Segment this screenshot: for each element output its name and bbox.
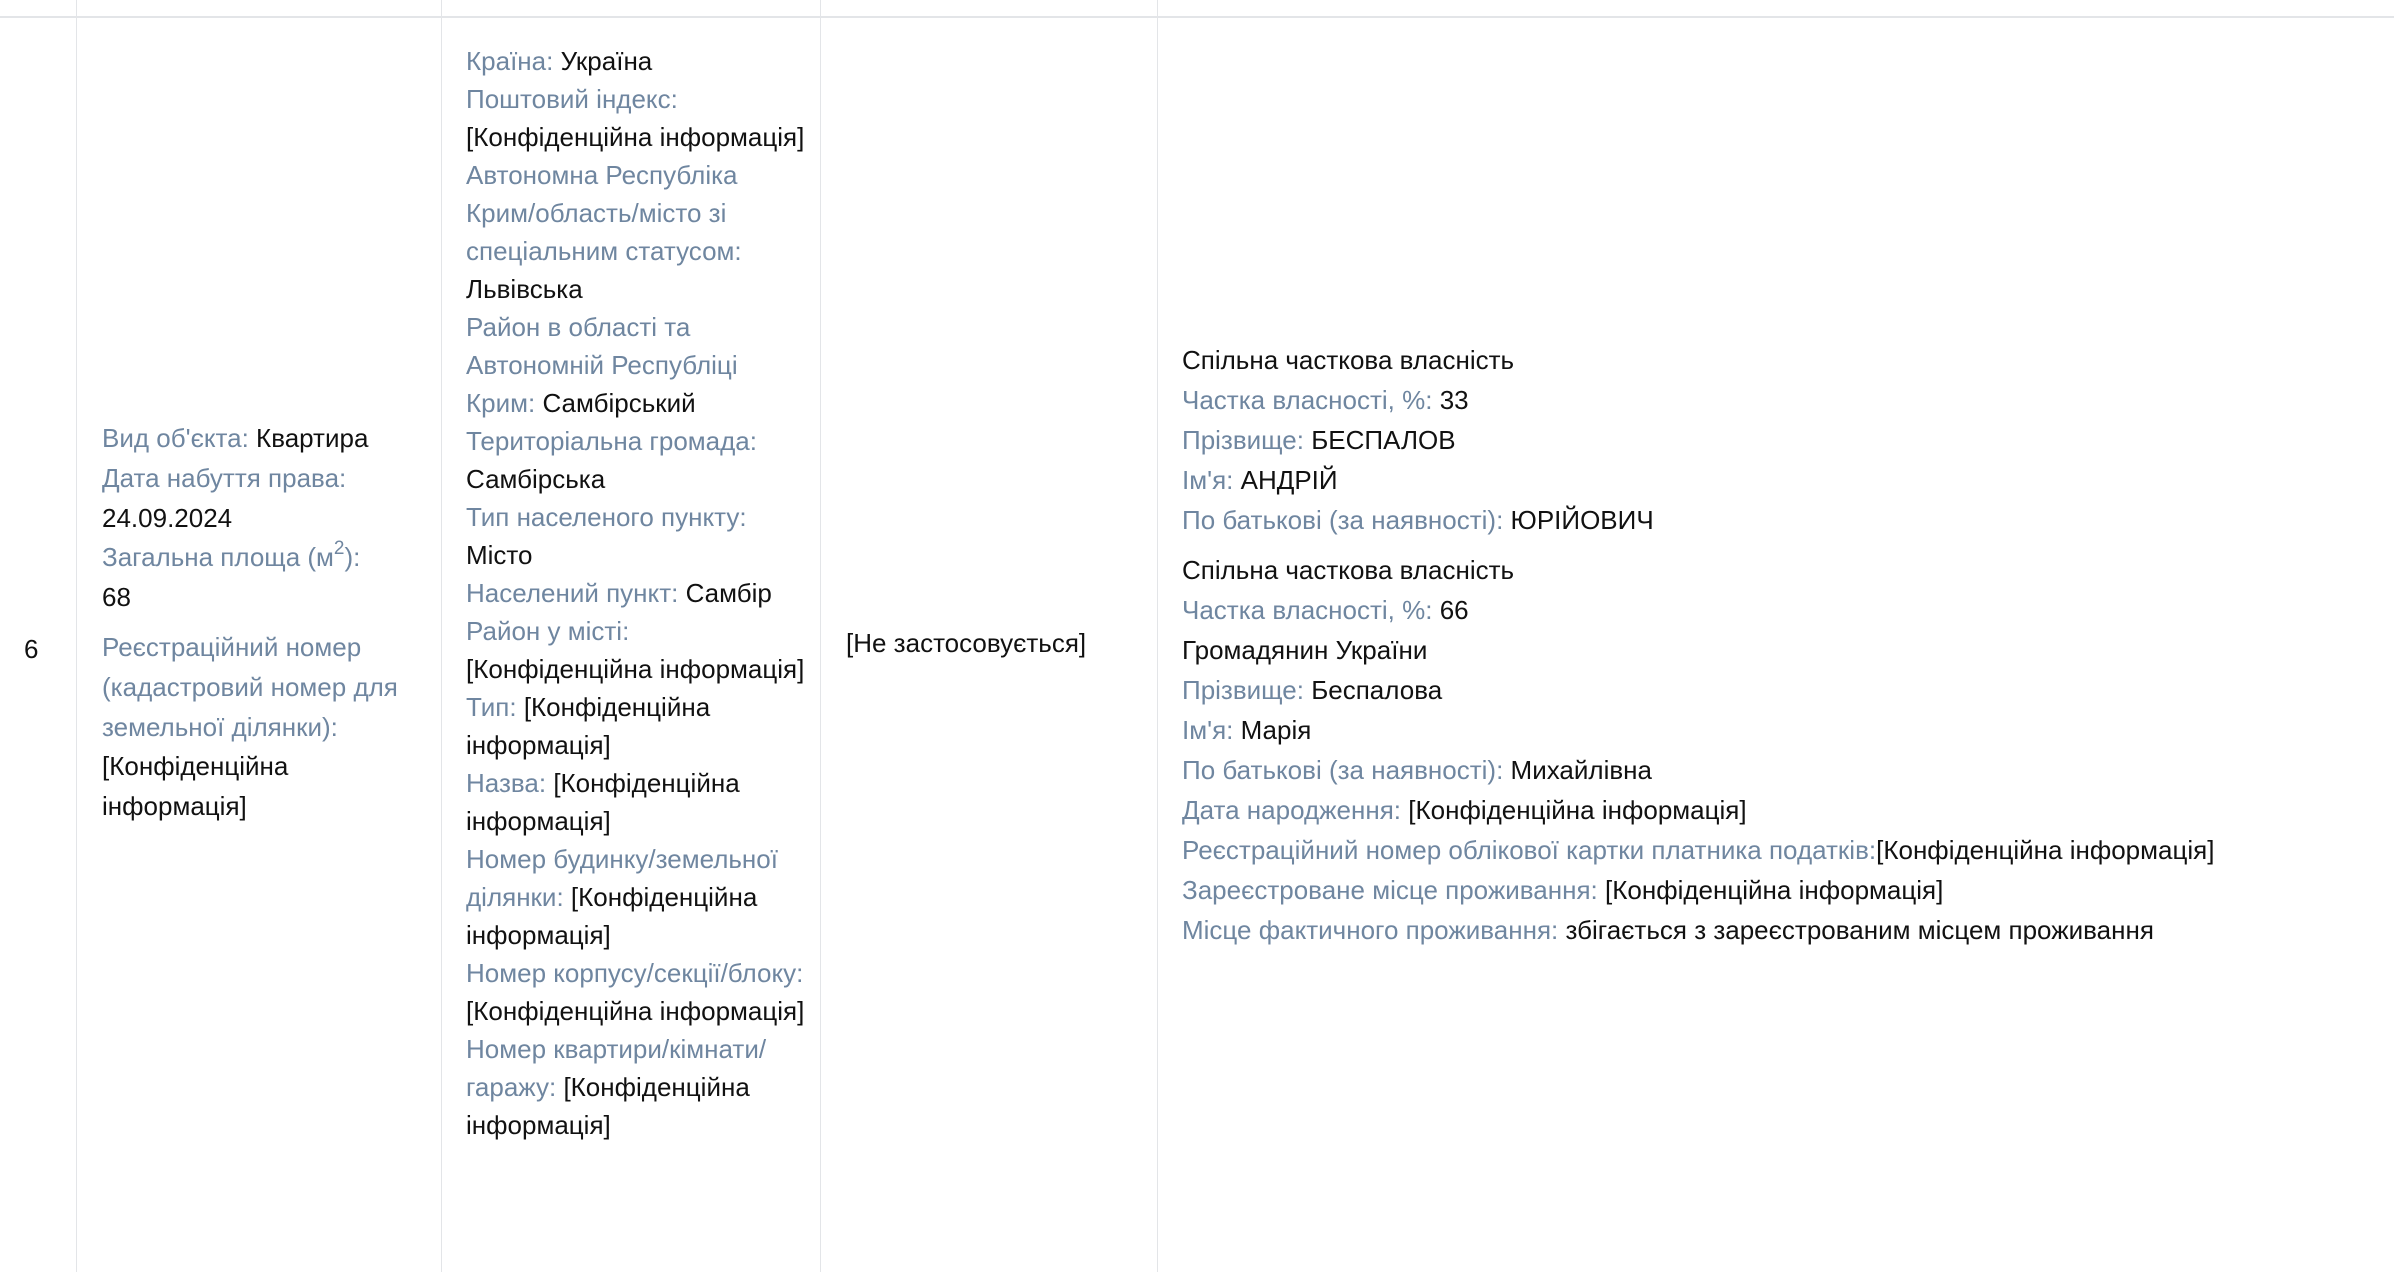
street-type-value: [Конфіденційна інформація] — [466, 692, 718, 760]
registered-residence-value: [Конфіденційна інформація] — [1605, 875, 1944, 905]
country-label: Країна: — [466, 46, 554, 76]
ownership-type: Спільна часткова власність — [1182, 345, 1515, 375]
settlement-type-label: Тип населеного пункту: — [466, 502, 747, 532]
registered-residence-label: Зареєстроване місце проживання: — [1182, 875, 1598, 905]
acquisition-date-value: 24.09.2024 — [102, 502, 233, 533]
street-name-label: Назва: — [466, 768, 547, 798]
row-divider — [0, 16, 2394, 18]
surname-value: БЕСПАЛОВ — [1311, 425, 1456, 455]
cost-value: [Не застосовується] — [846, 628, 1087, 658]
row-number: 6 — [24, 634, 39, 664]
city-district-label: Район у місті: — [466, 616, 630, 646]
name-label: Ім'я: — [1182, 465, 1234, 495]
house-number-label: Номер будинку/земельної ділянки: — [466, 844, 786, 912]
citizenship-value: Громадянин України — [1182, 635, 1428, 665]
column-divider — [441, 0, 442, 1272]
share-value: 33 — [1439, 385, 1469, 415]
name-value: АНДРІЙ — [1240, 465, 1338, 495]
city-district-value: [Конфіденційна інформація] — [466, 654, 805, 684]
settlement-type-value: Місто — [466, 540, 533, 570]
object-info-cell — [102, 419, 406, 827]
owners-cell — [1182, 340, 2214, 950]
surname-label: Прізвище: — [1182, 675, 1304, 705]
region-value: Львівська — [466, 274, 583, 304]
row-number-cell — [24, 630, 38, 668]
house-number-value: [Конфіденційна інформація] — [466, 882, 765, 950]
name-value: Марія — [1240, 715, 1312, 745]
actual-residence-value: збігається з зареєстрованим місцем проживання — [1565, 915, 2154, 945]
patronymic-value: Михайлівна — [1510, 755, 1652, 785]
postal-code-label: Поштовий індекс: — [466, 84, 678, 114]
owner-block — [1182, 340, 2214, 540]
apartment-number-value: [Конфіденційна інформація] — [466, 1072, 758, 1140]
object-type-value: Квартира — [256, 423, 369, 453]
region-label: Автономна Республіка Крим/область/місто зі спеціальним статусом: — [466, 160, 745, 266]
column-divider — [76, 0, 77, 1272]
district-label: Район в області та Автономній Республіці Крим: — [466, 312, 745, 418]
acquisition-date-label: Дата набуття права: — [102, 462, 347, 493]
total-area-value: 68 — [102, 582, 131, 613]
street-type-label: Тип: — [466, 692, 517, 722]
patronymic-label: По батькові (за наявності): — [1182, 505, 1504, 535]
birth-date-label: Дата народження: — [1182, 795, 1402, 825]
cost-cell — [846, 624, 1086, 662]
apartment-number-label: Номер квартири/кімнати/гаражу: — [466, 1034, 767, 1102]
ownership-type: Спільна часткова власність — [1182, 555, 1515, 585]
share-label: Частка власності, %: — [1182, 385, 1433, 415]
surname-label: Прізвище: — [1182, 425, 1304, 455]
tax-number-value: [Конфіденційна інформація] — [1876, 835, 2215, 865]
patronymic-value: ЮРІЙОВИЧ — [1510, 505, 1654, 535]
settlement-value: Самбір — [685, 578, 772, 608]
owner-block — [1182, 550, 2214, 950]
tax-number-label: Реєстраційний номер облікової картки платника податків: — [1182, 835, 1877, 865]
postal-code-value: [Конфіденційна інформація] — [466, 122, 805, 152]
share-value: 66 — [1439, 595, 1469, 625]
street-name-value: [Конфіденційна інформація] — [466, 768, 747, 836]
share-label: Частка власності, %: — [1182, 595, 1433, 625]
community-value: Самбірська — [466, 464, 606, 494]
column-divider — [820, 0, 821, 1272]
surname-value: Беспалова — [1311, 675, 1443, 705]
birth-date-value: [Конфіденційна інформація] — [1408, 795, 1747, 825]
country-value: Україна — [560, 46, 653, 76]
registration-number-label: Реєстраційний номер (кадастровий номер для земельної ділянки): — [102, 631, 406, 742]
address-cell — [466, 42, 806, 1144]
building-number-label: Номер корпусу/секції/блоку: — [466, 958, 804, 988]
column-divider — [1157, 0, 1158, 1272]
registration-number-value: [Конфіденційна інформація] — [102, 751, 296, 822]
total-area-label: Загальна площа $(м^2)$: — [102, 537, 361, 573]
name-label: Ім'я: — [1182, 715, 1234, 745]
object-type-label: Вид об'єкта: — [102, 423, 249, 453]
settlement-label: Населений пункт: — [466, 578, 679, 608]
building-number-value: [Конфіденційна інформація] — [466, 996, 805, 1026]
community-label: Територіальна громада: — [466, 426, 757, 456]
actual-residence-label: Місце фактичного проживання: — [1182, 915, 1559, 945]
patronymic-label: По батькові (за наявності): — [1182, 755, 1504, 785]
district-value: Самбірський — [542, 388, 696, 418]
